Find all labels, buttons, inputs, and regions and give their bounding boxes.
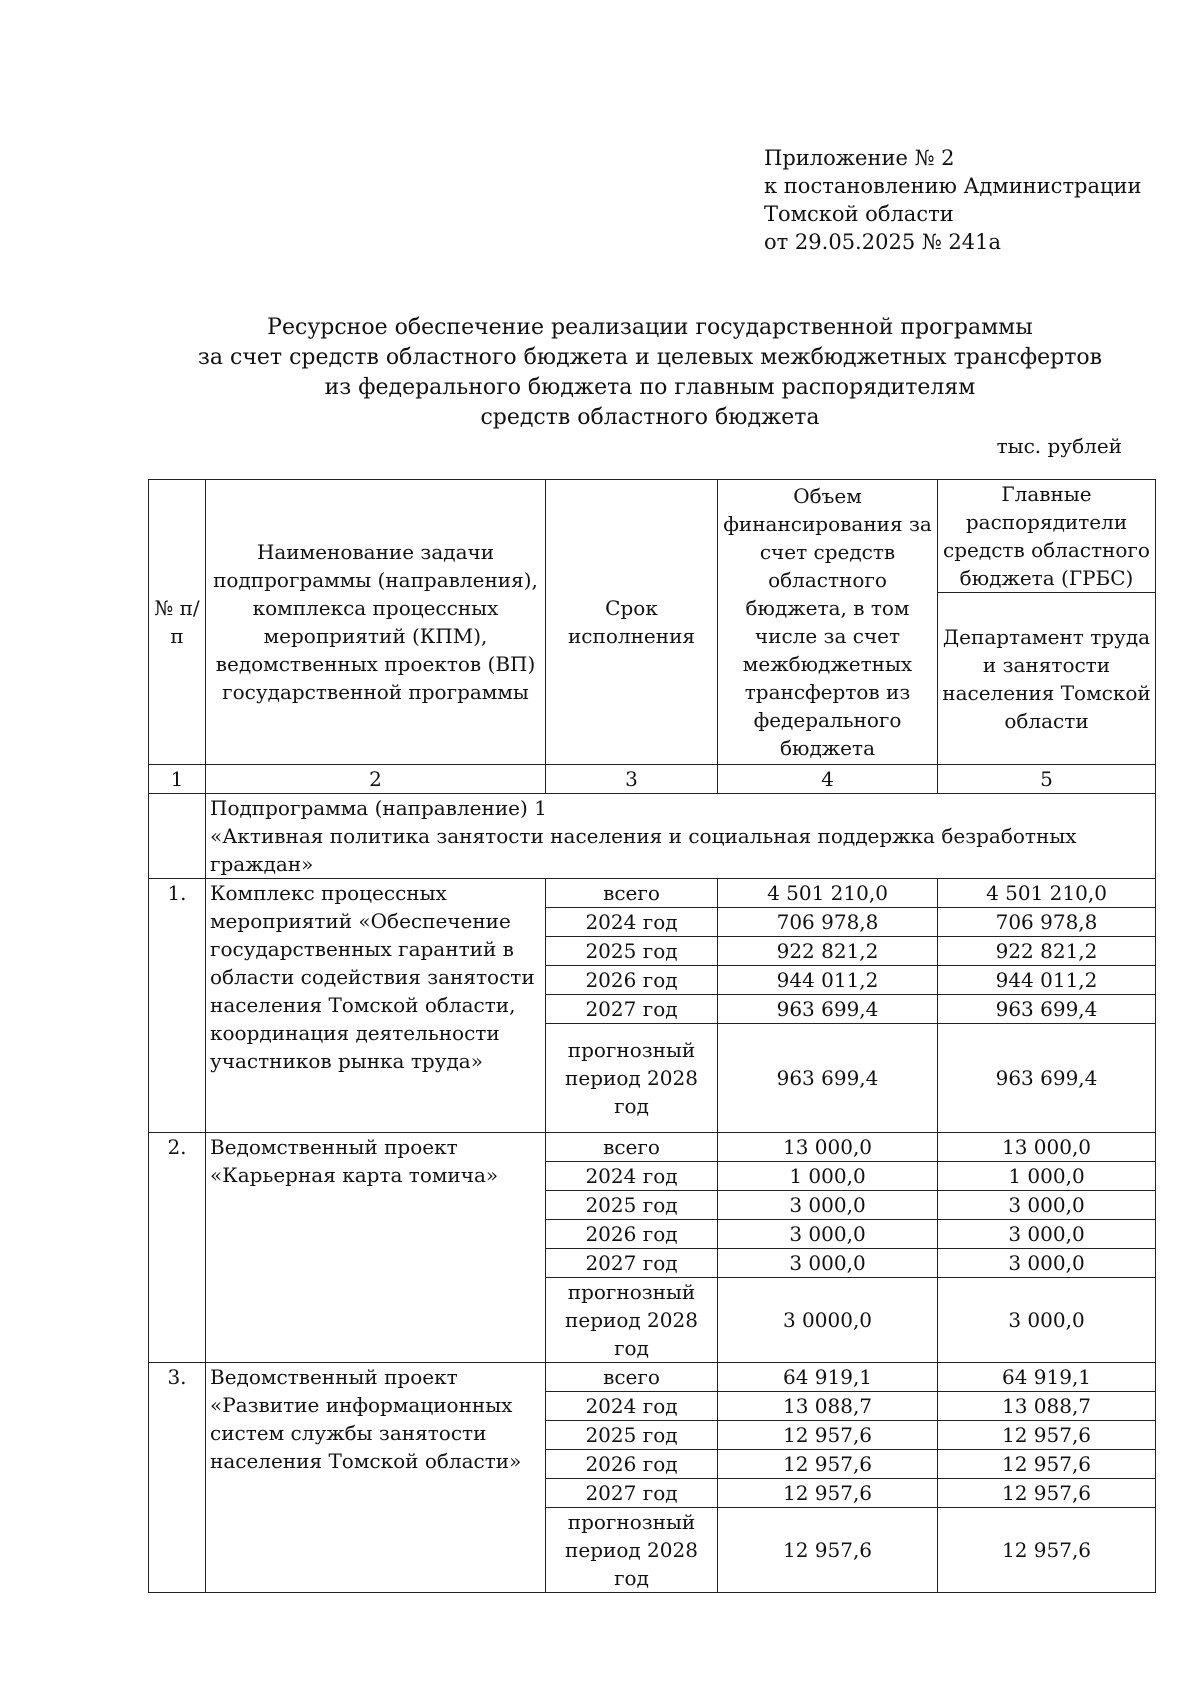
volume-cell: 3 000,0 bbox=[718, 1220, 938, 1249]
title-line: средств областного бюджета bbox=[480, 405, 820, 430]
grbs-cell: 706 978,8 bbox=[938, 908, 1156, 937]
grbs-cell: 963 699,4 bbox=[938, 995, 1156, 1024]
title-line: за счет средств областного бюджета и целевых межбюджетных трансфертов bbox=[197, 345, 1103, 370]
period-cell: прогнозный период 2028 год bbox=[546, 1278, 718, 1363]
period-cell: 2027 год bbox=[546, 995, 718, 1024]
volume-cell: 13 088,7 bbox=[718, 1392, 938, 1421]
grbs-cell: 1 000,0 bbox=[938, 1162, 1156, 1191]
appendix-line: Томской области bbox=[764, 202, 954, 226]
item-number: 2. bbox=[149, 1133, 206, 1363]
header-number: № п/п bbox=[149, 480, 206, 765]
volume-cell: 3 000,0 bbox=[718, 1249, 938, 1278]
units-label: тыс. рублей bbox=[996, 434, 1122, 458]
item-name: Ведомственный проект «Развитие информационных систем службы занятости населения Томской области» bbox=[206, 1363, 546, 1593]
header-grbs: Главные распорядители средств областного бюджета (ГРБС) bbox=[938, 480, 1156, 593]
document-title bbox=[140, 313, 1160, 433]
item-number: 1. bbox=[149, 879, 206, 1133]
appendix-block bbox=[764, 144, 1142, 256]
volume-cell: 13 000,0 bbox=[718, 1133, 938, 1162]
table-row bbox=[149, 879, 1156, 908]
period-cell: 2025 год bbox=[546, 937, 718, 966]
volume-cell: 3 0000,0 bbox=[718, 1278, 938, 1363]
header-volume: Объем финансирования за счет средств областного бюджета, в том числе за счет межбюджетных трансфертов из федерального бюджета bbox=[718, 480, 938, 765]
grbs-cell: 3 000,0 bbox=[938, 1220, 1156, 1249]
volume-cell: 944 011,2 bbox=[718, 966, 938, 995]
period-cell: 2026 год bbox=[546, 966, 718, 995]
volume-cell: 4 501 210,0 bbox=[718, 879, 938, 908]
column-number: 1 bbox=[149, 765, 206, 794]
volume-cell: 3 000,0 bbox=[718, 1191, 938, 1220]
period-cell: прогнозный период 2028 год bbox=[546, 1024, 718, 1133]
period-cell: 2025 год bbox=[546, 1191, 718, 1220]
grbs-cell: 12 957,6 bbox=[938, 1450, 1156, 1479]
grbs-cell: 12 957,6 bbox=[938, 1508, 1156, 1593]
grbs-cell: 13 000,0 bbox=[938, 1133, 1156, 1162]
period-cell: 2024 год bbox=[546, 1392, 718, 1421]
volume-cell: 12 957,6 bbox=[718, 1479, 938, 1508]
appendix-line: к постановлению Администрации bbox=[764, 174, 1142, 198]
column-number: 2 bbox=[206, 765, 546, 794]
grbs-cell: 12 957,6 bbox=[938, 1421, 1156, 1450]
period-cell: 2024 год bbox=[546, 1162, 718, 1191]
grbs-cell: 4 501 210,0 bbox=[938, 879, 1156, 908]
appendix-line: от 29.05.2025 № 241а bbox=[764, 230, 1001, 254]
period-cell: 2025 год bbox=[546, 1421, 718, 1450]
period-cell: 2026 год bbox=[546, 1450, 718, 1479]
item-name: Комплекс процессных мероприятий «Обеспечение государственных гарантий в области содействия занятости населения Томской области, координация деятельности участников рынка труда» bbox=[206, 879, 546, 1133]
volume-cell: 64 919,1 bbox=[718, 1363, 938, 1392]
column-number: 3 bbox=[546, 765, 718, 794]
title-line: Ресурсное обеспечение реализации государственной программы bbox=[267, 315, 1033, 340]
header-term: Срок исполнения bbox=[546, 480, 718, 765]
item-name: Ведомственный проект «Карьерная карта томича» bbox=[206, 1133, 546, 1363]
grbs-cell: 3 000,0 bbox=[938, 1249, 1156, 1278]
period-cell: всего bbox=[546, 1133, 718, 1162]
period-cell: 2024 год bbox=[546, 908, 718, 937]
volume-cell: 12 957,6 bbox=[718, 1450, 938, 1479]
grbs-cell: 963 699,4 bbox=[938, 1024, 1156, 1133]
volume-cell: 12 957,6 bbox=[718, 1421, 938, 1450]
period-cell: 2027 год bbox=[546, 1249, 718, 1278]
subprogram-number-cell bbox=[149, 794, 206, 879]
grbs-cell: 12 957,6 bbox=[938, 1479, 1156, 1508]
subprogram-row bbox=[206, 794, 1156, 879]
volume-cell: 12 957,6 bbox=[718, 1508, 938, 1593]
grbs-cell: 3 000,0 bbox=[938, 1191, 1156, 1220]
funding-table bbox=[148, 479, 1156, 1593]
volume-cell: 1 000,0 bbox=[718, 1162, 938, 1191]
period-cell: всего bbox=[546, 1363, 718, 1392]
subprogram-name: «Активная политика занятости населения и социальная поддержка безработных граждан» bbox=[210, 824, 1077, 876]
grbs-cell: 3 000,0 bbox=[938, 1278, 1156, 1363]
subprogram-title: Подпрограмма (направление) 1 bbox=[210, 796, 547, 820]
volume-cell: 963 699,4 bbox=[718, 995, 938, 1024]
period-cell: 2026 год bbox=[546, 1220, 718, 1249]
period-cell: всего bbox=[546, 879, 718, 908]
item-number: 3. bbox=[149, 1363, 206, 1593]
column-number: 4 bbox=[718, 765, 938, 794]
header-grbs-department: Департамент труда и занятости населения Томской области bbox=[938, 593, 1156, 765]
appendix-line: Приложение № 2 bbox=[764, 146, 955, 170]
grbs-cell: 64 919,1 bbox=[938, 1363, 1156, 1392]
volume-cell: 706 978,8 bbox=[718, 908, 938, 937]
grbs-cell: 922 821,2 bbox=[938, 937, 1156, 966]
grbs-cell: 944 011,2 bbox=[938, 966, 1156, 995]
table-row bbox=[149, 1133, 1156, 1162]
volume-cell: 922 821,2 bbox=[718, 937, 938, 966]
grbs-cell: 13 088,7 bbox=[938, 1392, 1156, 1421]
column-number: 5 bbox=[938, 765, 1156, 794]
table-row bbox=[149, 1363, 1156, 1392]
period-cell: прогнозный период 2028 год bbox=[546, 1508, 718, 1593]
header-name: Наименование задачи подпрограммы (направления), комплекса процессных мероприятий (КПМ), ведомственных проектов (ВП) государственной программы bbox=[206, 480, 546, 765]
period-cell: 2027 год bbox=[546, 1479, 718, 1508]
title-line: из федерального бюджета по главным распорядителям bbox=[324, 375, 976, 400]
volume-cell: 963 699,4 bbox=[718, 1024, 938, 1133]
